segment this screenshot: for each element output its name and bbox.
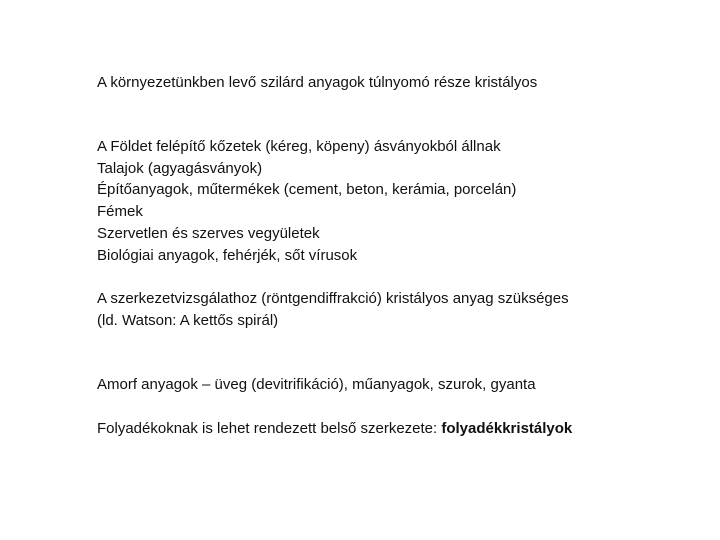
amorphous-text: Amorf anyagok – üveg (devitrifikáció), műanyagok, szurok, gyanta: [97, 376, 536, 393]
list-item: Fémek: [97, 203, 143, 221]
liquids-text: [97, 418, 572, 440]
liquid-crystals-emphasis: folyadékkristályok: [441, 420, 573, 437]
list-item: A Földet felépítő kőzetek (kéreg, köpeny) ásványokból állnak: [97, 138, 501, 155]
structure-note: [97, 288, 569, 331]
intro-text: A környezetünkben levő szilárd anyagok túlnyomó része kristályos: [97, 74, 538, 91]
structure-note-reference: (ld. Watson: A kettős spirál): [97, 311, 279, 329]
list-item: Biológiai anyagok, fehérjék, sőt vírusok: [97, 246, 358, 264]
list-item: Építőanyagok, műtermékek (cement, beton, kerámia, porcelán): [97, 181, 517, 199]
list-item: Szervetlen és szerves vegyületek: [97, 224, 320, 242]
liquids-statement: Folyadékoknak is lehet rendezett belső szerkezete:: [97, 420, 442, 437]
structure-note-line: A szerkezetvizsgálathoz (röntgendiffrakció) kristályos anyag szükséges: [97, 290, 569, 307]
list-item: Talajok (agyagásványok): [97, 159, 263, 177]
examples-list: [97, 136, 516, 266]
